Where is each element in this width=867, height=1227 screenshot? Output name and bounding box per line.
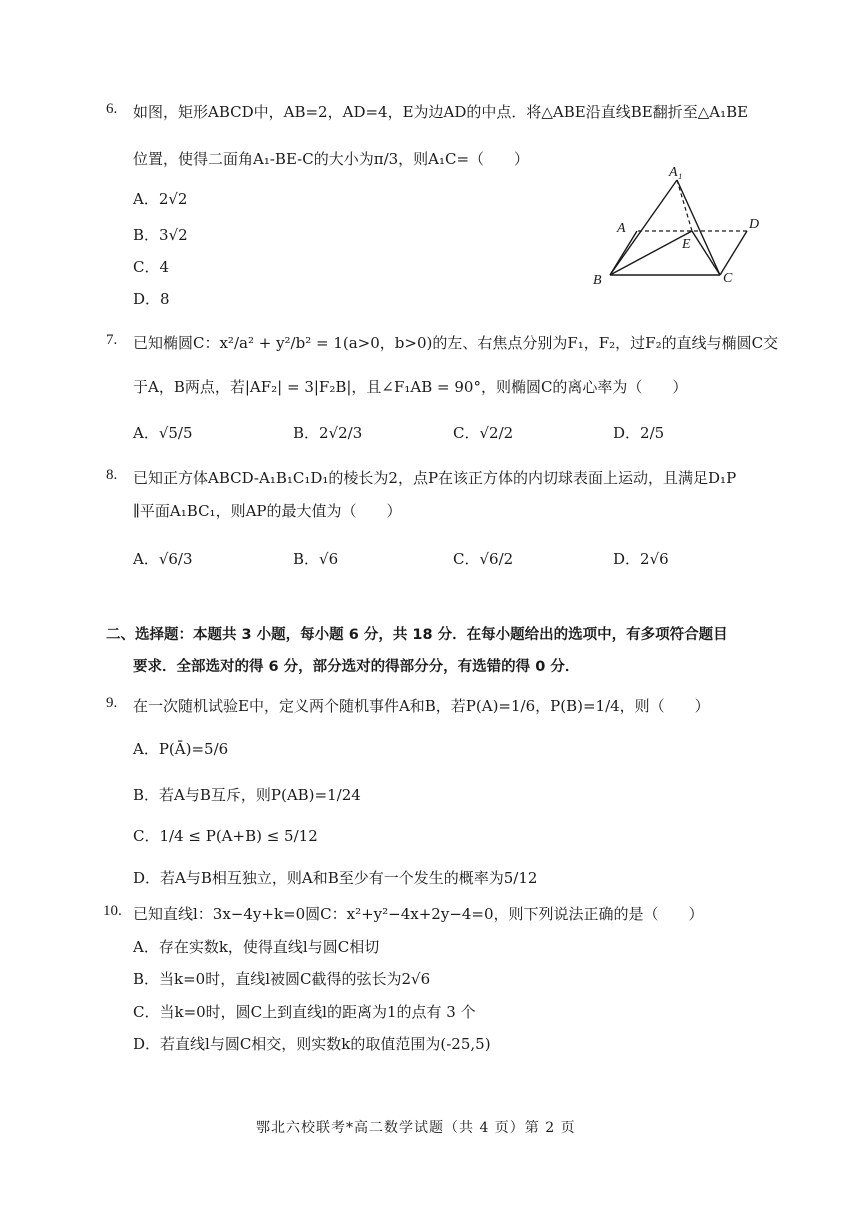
- question-number-8: 8.: [106, 467, 118, 483]
- question-8-line1: 已知正方体ABCD-A₁B₁C₁D₁的棱长为2，点P在该正方体的内切球表面上运动，且满足D₁P: [133, 469, 737, 487]
- question-number-7: 7.: [106, 332, 118, 348]
- edge-cd: [720, 231, 747, 275]
- edge-a1c: [677, 180, 720, 275]
- question-6-line1: 如图，矩形ABCD中，AB=2，AD=4，E为边AD的中点．将△ABE沿直线BE翻折至△A₁BE: [133, 103, 749, 121]
- label-c: C: [723, 271, 733, 286]
- question-8-line2: ∥平面A₁BC₁，则AP的最大值为（ ）: [133, 502, 402, 520]
- question-6-option-a: A．2√2: [133, 190, 188, 208]
- question-7-option-b: B．2√2/3: [293, 424, 363, 442]
- label-e: E: [682, 237, 691, 252]
- label-a: A: [617, 221, 626, 236]
- question-10-stem: 已知直线l：3x−4y+k=0圆C：x²+y²−4x+2y−4=0，则下列说法正确的是（ ）: [133, 905, 704, 923]
- label-d: D: [749, 217, 760, 232]
- question-8-option-d: D．2√6: [613, 550, 669, 568]
- question-6-option-d: D．8: [133, 290, 170, 308]
- question-8-option-a: A．√6/3: [133, 550, 193, 568]
- question-9-option-b: B．若A与B互斥，则P(AB)=1/24: [133, 786, 361, 804]
- question-9-option-c: C．1/4 ≤ P(A+B) ≤ 5/12: [133, 827, 318, 845]
- question-7-option-d: D．2/5: [613, 424, 665, 442]
- question-6-option-b: B．3√2: [133, 226, 188, 244]
- question-6-line2: 位置，使得二面角A₁-BE-C的大小为π/3，则A₁C=（ ）: [133, 150, 530, 168]
- question-number-6: 6.: [106, 101, 118, 117]
- question-9-option-a: A．P(Ā)=5/6: [133, 740, 229, 758]
- question-6-option-c: C．4: [133, 258, 170, 276]
- question-8-option-b: B．√6: [293, 550, 339, 568]
- question-7-line1: 已知椭圆C：x²/a² + y²/b² = 1(a>0，b>0)的左、右焦点分别为F₁，F₂，过F₂的直线与椭圆C交: [133, 334, 779, 352]
- question-9-option-d: D．若A与B相互独立，则A和B至少有一个发生的概率为5/12: [133, 869, 538, 887]
- question-number-10: 10.: [103, 903, 122, 919]
- edge-a1e-dashed: [677, 180, 692, 231]
- question-7-option-a: A．√5/5: [133, 424, 193, 442]
- edge-ec: [692, 231, 720, 275]
- question-10-option-a: A．存在实数k，使得直线l与圆C相切: [133, 938, 380, 956]
- question-10-option-d: D．若直线l与圆C相交，则实数k的取值范围为(-25,5): [133, 1035, 491, 1053]
- label-a1: A₁: [669, 165, 683, 180]
- edge-be: [610, 231, 692, 275]
- label-b: B: [593, 273, 602, 288]
- question-9-stem: 在一次随机试验E中，定义两个随机事件A和B，若P(A)=1/6，P(B)=1/4，则（ ）: [133, 697, 710, 715]
- page-footer: 鄂北六校联考*高二数学试题（共 4 页）第 2 页: [256, 1120, 576, 1136]
- question-10-option-b: B．当k=0时，直线l被圆C截得的弦长为2√6: [133, 970, 431, 988]
- section-2-instructions: 要求．全部选对的得 6 分，部分选对的得部分分，有选错的得 0 分．: [133, 659, 580, 675]
- question-10-option-c: C．当k=0时，圆C上到直线l的距离为1的点有 3 个: [133, 1003, 476, 1021]
- folded-rectangle-figure: [585, 160, 775, 290]
- question-number-9: 9.: [106, 695, 118, 711]
- question-7-line2: 于A，B两点，若|AF₂| = 3|F₂B|，且∠F₁AB = 90°，则椭圆C的离心率为（ ）: [133, 378, 688, 396]
- question-7-option-c: C．√2/2: [453, 424, 514, 442]
- question-8-option-c: C．√6/2: [453, 550, 514, 568]
- section-2-heading: 二、选择题：本题共 3 小题，每小题 6 分，共 18 分．在每小题给出的选项中，有多项符合题目: [106, 627, 728, 643]
